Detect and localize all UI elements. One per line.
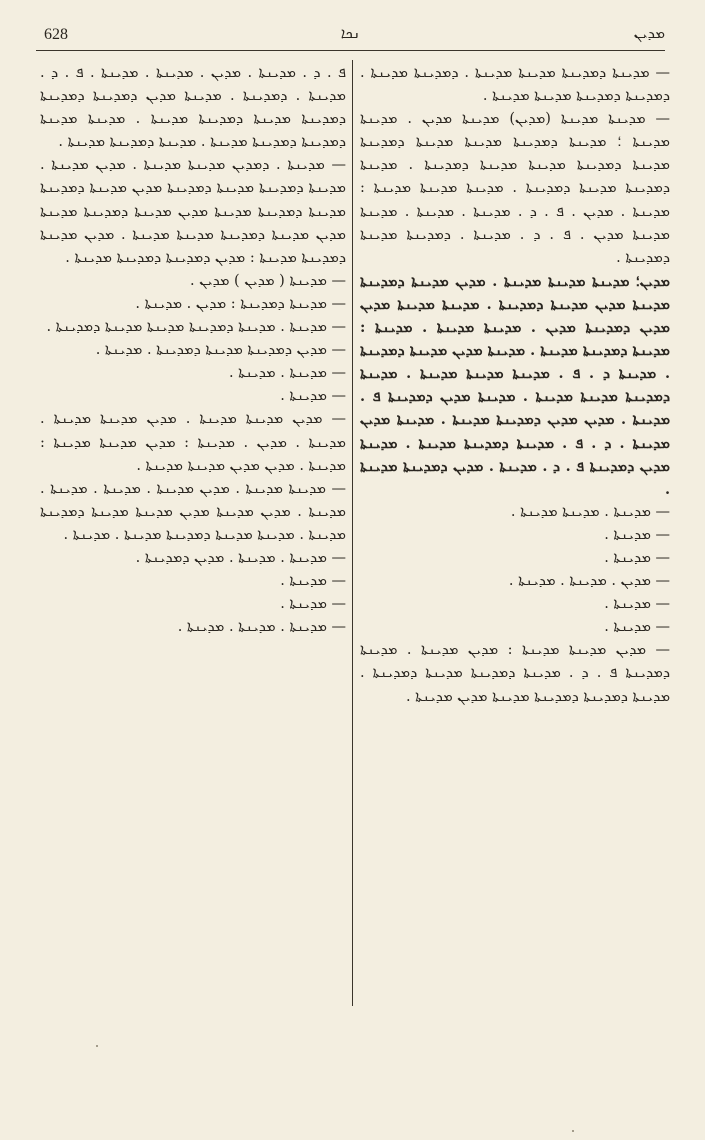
dictionary-entry: — ܡܕܝܢܬܐ . ܡܕܝܢܬܐ . bbox=[40, 362, 346, 385]
page-header bbox=[36, 20, 665, 46]
dictionary-entry: ܦ . ܕ . ܡܕܝܢܬܐ . ܡܕܝܢ . ܡܕܝܢܬܐ . ܡܕܝܢܬܐ . ܦ . ܕ . ܡܕܝܢܬܐ . ܕܡܕܝܢܬܐ . ܡܕܝܢܬܐ ܡܕܝܢ ܕܡܕܝܢܬܐ ܕܡܕܝܢܬܐ ܕܡܕܝܢܬܐ ܡܕܝܢܬܐ ܕܡܕܝܢܬܐ ܡܕܝܢܬܐ . ܡܕܝܢܬܐ ܡܕܝܢܬܐ ܕܡܕܝܢܬܐ ܕܡܕܝܢܬܐ ܡܕܝܢܬܐ . ܡܕܝܢܬܐ ܕܡܕܝܢܬܐ ܡܕܝܢܬܐ . bbox=[40, 65, 346, 151]
page-number: 628 bbox=[44, 26, 68, 43]
dictionary-entry: — ܡܕܝܢܬܐ . bbox=[40, 570, 346, 593]
dictionary-entry: — ܡܕܝܢܬܐ ܡܕܝܢܬܐ . ܡܕܝܢ ܡܕܝܢܬܐ . ܡܕܝܢܬܐ . ܡܕܝܢܬܐ . ܡܕܝܢܬܐ . ܡܕܝܢ ܡܕܝܢܬܐ ܡܕܝܢ ܡܕܝܢܬܐ ܡܕܝܢܬܐ ܕܡܕܝܢܬܐ ܡܕܝܢܬܐ . ܡܕܝܢܬܐ ܡܕܝܢܬܐ ܕܡܕܝܢܬܐ ܡܕܝܢܬܐ . ܡܕܝܢܬܐ . bbox=[40, 478, 346, 547]
dictionary-entry: — ܡܕܝܢܬܐ ܡܕܝܢܬܐ (ܡܕܝܢ) ܡܕܝܢܬܐ ܡܕܝܢ . ܡܕܝܢܬܐ ܡܕܝܢܬܐ ؛ ܡܕܝܢܬܐ ܕܡܕܝܢܬܐ ܡܕܝܢܬܐ ܡܕܝܢܬܐ ܕܡܕܝܢܬܐ ܡܕܝܢܬܐ ܕܡܕܝܢܬܐ ܡܕܝܢܬܐ ܡܕܝܢܬܐ ܕܡܕܝܢܬܐ . ܡܕܝܢܬܐ ܕܡܕܝܢܬܐ ܡܕܝܢܬܐ ܕܡܕܝܢܬܐ . ܡܕܝܢܬܐ ܡܕܝܢܬܐ ܡܕܝܢܬܐ : ܡܕܝܢܬܐ . ܡܕܝܢ . ܦ . ܕ . ܡܕܝܢܬܐ . ܡܕܝܢܬܐ . ܡܕܝܢܬܐ ܡܕܝܢܬܐ ܡܕܝܢ . ܦ . ܕ . ܡܕܝܢܬܐ . ܕܡܕܝܢܬܐ ܡܕܝܢܬܐ ܕܡܕܝܢܬܐ . bbox=[360, 108, 670, 270]
column-divider bbox=[352, 60, 353, 1006]
running-head: ܡܕܝܢ bbox=[633, 24, 665, 42]
scan-speck bbox=[96, 1045, 98, 1047]
dictionary-entry: — ܡܕܝܢܬܐ . ܡܕܝܢܬܐ . ܡܕܝܢ ܕܡܕܝܢܬܐ . bbox=[40, 547, 346, 570]
dictionary-entry: — ܡܕܝܢܬܐ . bbox=[360, 547, 670, 570]
scan-speck bbox=[572, 1130, 574, 1132]
dictionary-entry: — ܡܕܝܢܬܐ . bbox=[360, 524, 670, 547]
dictionary-entry: — ܡܕܝܢܬܐ . ܡܕܝܢܬܐ ܕܡܕܝܢܬܐ ܡܕܝܢܬܐ ܡܕܝܢܬܐ ܕܡܕܝܢܬܐ . bbox=[40, 316, 346, 339]
dictionary-entry: — ܡܕܝܢܬܐ . bbox=[40, 593, 346, 616]
dictionary-entry: — ܡܕܝܢܬܐ . bbox=[40, 385, 346, 408]
dictionary-entry: — ܡܕܝܢܬܐ . bbox=[360, 616, 670, 639]
dictionary-entry: — ܡܕܝܢ ܡܕܝܢܬܐ ܡܕܝܢܬܐ : ܡܕܝܢ ܡܕܝܢܬܐ . ܡܕܝܢܬܐ ܕܡܕܝܢܬܐ ܦ . ܕ . ܡܕܝܢܬܐ ܕܡܕܝܢܬܐ ܡܕܝܢܬܐ ܕܡܕܝܢܬܐ . ܡܕܝܢܬܐ ܕܡܕܝܢܬܐ ܕܡܕܝܢܬܐ ܡܕܝܢܬܐ ܡܕܝܢ ܡܕܝܢܬܐ . bbox=[360, 639, 670, 708]
dictionary-entry: — ܡܕܝܢ . ܡܕܝܢܬܐ . ܡܕܝܢܬܐ . bbox=[360, 570, 670, 593]
dictionary-entry: — ܡܕܝܢܬܐ ( ܡܕܝܢ ) ܡܕܝܢ . bbox=[40, 270, 346, 293]
right-column bbox=[360, 62, 670, 1002]
dictionary-entry: — ܡܕܝܢ ܕܡܕܝܢܬܐ ܡܕܝܢܬܐ ܕܡܕܝܢܬܐ . ܡܕܝܢܬܐ . bbox=[40, 339, 346, 362]
dictionary-entry: — ܡܕܝܢܬܐ . ܡܕܝܢܬܐ ܡܕܝܢܬܐ . bbox=[360, 501, 670, 524]
dictionary-entry: — ܡܕܝܢܬܐ . bbox=[360, 593, 670, 616]
left-column bbox=[40, 62, 346, 1002]
header-rule bbox=[36, 50, 665, 51]
dictionary-entry: — ܡܕܝܢ ܡܕܝܢܬܐ ܡܕܝܢܬܐ . ܡܕܝܢ ܡܕܝܢܬܐ ܡܕܝܢܬܐ . ܡܕܝܢܬܐ . ܡܕܝܢ . ܡܕܝܢܬܐ : ܡܕܝܢ ܡܕܝܢܬܐ ܡܕܝܢܬܐ : ܡܕܝܢܬܐ . ܡܕܝܢ ܡܕܝܢ ܡܕܝܢܬܐ ܡܕܝܢܬܐ . bbox=[40, 408, 346, 477]
dictionary-entry: — ܡܕܝܢܬܐ . ܕܡܕܝܢ ܡܕܝܢܬܐ ܡܕܝܢܬܐ . ܡܕܝܢ ܡܕܝܢܬܐ . ܡܕܝܢܬܐ ܕܡܕܝܢܬܐ ܡܕܝܢܬܐ ܕܡܕܝܢܬܐ ܡܕܝܢ ܡܕܝܢܬܐ ܕܡܕܝܢܬܐ ܡܕܝܢܬܐ ܕܡܕܝܢܬܐ ܡܕܝܢܬܐ ܡܕܝܢ ܡܕܝܢܬܐ ܕܡܕܝܢܬܐ ܡܕܝܢܬܐ ܡܕܝܢ ܡܕܝܢܬܐ ܕܡܕܝܢܬܐ ܡܕܝܢܬܐ ܡܕܝܢܬܐ . ܡܕܝܢ ܡܕܝܢܬܐ ܕܡܕܝܢܬܐ ܡܕܝܢܬܐ : ܡܕܝܢ ܕܡܕܝܢܬܐ ܕܡܕܝܢܬܐ ܡܕܝܢܬܐ . bbox=[40, 154, 346, 269]
dictionary-entry: — ܡܕܝܢܬܐ ܕܡܕܝܢܬܐ ܡܕܝܢܬܐ ܡܕܝܢܬܐ . ܕܡܕܝܢܬܐ ܡܕܝܢܬܐ . ܕܡܕܝܢܬܐ ܕܡܕܝܢܬܐ ܡܕܝܢܬܐ ܡܕܝܢܬܐ . bbox=[360, 62, 670, 108]
dictionary-entry: ܡܕܝܢ؛ ܡܕܝܢܬܐ ܡܕܝܢܬܐ ܡܕܝܢܬܐ . ܡܕܝܢ ܡܕܝܢܬܐ ܕܡܕܝܢܬܐ ܡܕܝܢܬܐ ܡܕܝܢ ܡܕܝܢܬܐ ܕܡܕܝܢܬܐ . ܡܕܝܢܬܐ ܡܕܝܢܬܐ ܡܕܝܢ ܡܕܝܢ ܕܡܕܝܢܬܐ ܡܕܝܢ . ܡܕܝܢܬܐ ܡܕܝܢܬܐ . ܡܕܝܢܬܐ : ܡܕܝܢܬܐ ܕܡܕܝܢܬܐ ܡܕܝܢܬܐ . ܡܕܝܢܬܐ ܡܕܝܢ ܡܕܝܢܬܐ ܕܡܕܝܢܬܐ . ܡܕܝܢܬܐ ܕ . ܦ . ܡܕܝܢܬܐ ܡܕܝܢܬܐ ܡܕܝܢܬܐ . ܡܕܝܢܬܐ ܕܡܕܝܢܬܐ ܡܕܝܢܬܐ ܡܕܝܢܬܐ . ܡܕܝܢܬܐ ܡܕܝܢ ܕܡܕܝܢܬܐ ܦ . ܡܕܝܢܬܐ . ܡܕܝܢ ܡܕܝܢ ܕܡܕܝܢܬܐ ܡܕܝܢܬܐ . ܡܕܝܢܬܐ ܡܕܝܢ ܡܕܝܢܬܐ . ܕ . ܦ . ܡܕܝܢܬܐ ܕܡܕܝܢܬܐ ܡܕܝܢܬܐ . ܡܕܝܢܬܐ ܡܕܝܢ ܕܡܕܝܢܬܐ ܦ . ܕ . ܡܕܝܢܬܐ . ܡܕܝܢ ܕܡܕܝܢܬܐ ܡܕܝܢܬܐ . bbox=[360, 272, 670, 498]
dictionary-entry: — ܡܕܝܢܬܐ . ܡܕܝܢܬܐ . ܡܕܝܢܬܐ . bbox=[40, 616, 346, 639]
dictionary-entry: — ܡܕܝܢܬܐ ܕܡܕܝܢܬܐ : ܡܕܝܢ . ܡܕܝܢܬܐ . bbox=[40, 293, 346, 316]
column-numeral: ܢܟܐ bbox=[340, 24, 361, 42]
